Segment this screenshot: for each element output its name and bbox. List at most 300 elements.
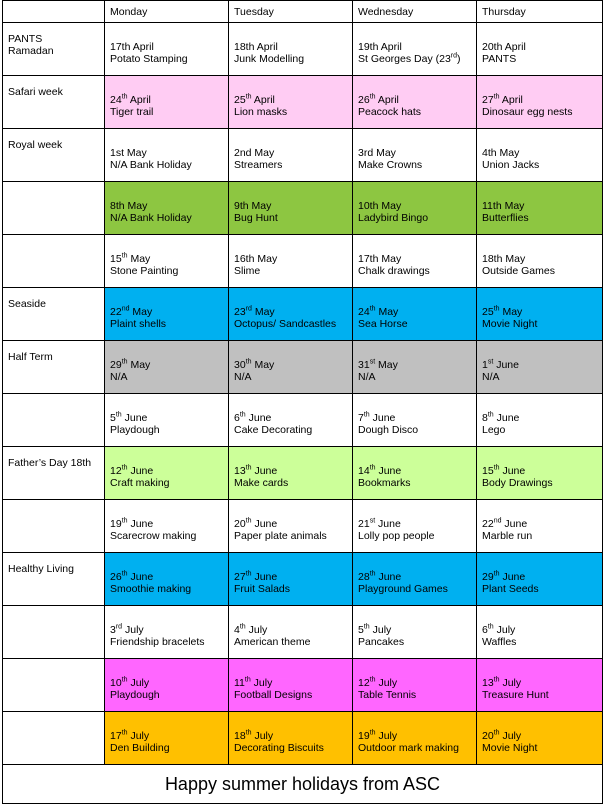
day-cell-wednesday [353,553,477,606]
activity-text: Movie Night [482,742,538,754]
day-cell-monday [105,659,229,712]
date-text: 7 [358,412,364,424]
day-date [234,730,352,742]
date-text: 18th May [482,253,526,265]
day-date [482,624,602,636]
day-date [234,253,352,265]
day-date [110,147,228,159]
activity-text: Smoothie making [110,583,192,595]
day-date [234,518,352,530]
date-text-tail: June [251,518,278,530]
day-activity [482,53,602,65]
header-monday: Monday [105,1,229,23]
activity-text: N/A Bank Holiday [110,159,192,171]
day-activity [482,689,602,701]
day-activity [234,583,352,595]
date-text: 16th May [234,253,278,265]
date-text-tail: June [251,571,278,583]
date-text-tail: April [499,94,523,106]
day-activity [358,265,476,277]
date-text-suffix: th [239,623,246,631]
day-cell-tuesday [229,23,353,76]
date-text-tail: May [375,359,398,371]
day-date [482,200,602,212]
activity-text: PANTS [482,53,517,65]
date-text: 12 [358,677,370,689]
activity-text: Decorating Biscuits [234,742,324,754]
date-text-tail: June [501,518,528,530]
date-text-tail: July [369,624,392,636]
date-text-suffix: th [487,411,494,419]
day-date [110,253,228,265]
day-cell-tuesday [229,341,353,394]
week-theme [3,341,105,394]
date-text-tail: May [251,359,275,371]
day-activity [358,742,476,754]
day-date [358,41,476,53]
date-text-suffix: rd [115,623,123,631]
week-row [3,659,603,712]
week-theme [3,606,105,659]
day-cell-monday [105,23,229,76]
date-text-tail: July [499,730,522,742]
date-text: 17th May [358,253,402,265]
day-activity [482,106,602,118]
day-activity [482,742,602,754]
header-wednesday: Wednesday [353,1,477,23]
theme-line: PANTS [8,33,43,45]
day-activity [234,371,352,383]
day-cell-tuesday [229,606,353,659]
day-cell-wednesday [353,76,477,129]
day-date [110,359,228,371]
day-activity [482,583,602,595]
day-cell-thursday [477,553,603,606]
date-text: 1st May [110,147,147,159]
date-text-tail: July [122,624,144,636]
date-text-suffix: th [121,676,128,684]
activity-text: Dough Disco [358,424,419,436]
date-text: 3rd May [358,147,396,159]
day-activity [358,583,476,595]
day-cell-monday [105,341,229,394]
date-text: 5 [358,624,364,636]
week-theme [3,553,105,606]
date-text: 21 [358,518,370,530]
date-text-tail: July [375,677,398,689]
header-thursday: Thursday [477,1,603,23]
day-activity [110,424,228,436]
day-cell-monday [105,553,229,606]
day-date [482,359,602,371]
day-cell-wednesday [353,394,477,447]
date-text: 3 [110,624,116,636]
day-date [358,253,476,265]
day-date [358,94,476,106]
day-cell-tuesday [229,394,353,447]
activity-text: Stone Painting [110,265,179,277]
day-date [482,41,602,53]
day-date [358,571,476,583]
day-activity [358,53,476,65]
day-activity [358,318,476,330]
day-activity [234,742,352,754]
activity-text-suffix: rd [450,52,458,60]
day-activity [110,689,228,701]
day-cell-monday [105,76,229,129]
date-text-suffix: nd [493,517,502,525]
header-tuesday: Tuesday [229,1,353,23]
date-text-suffix: th [369,305,376,313]
date-text: 20 [482,730,494,742]
day-date [482,730,602,742]
day-activity [110,318,228,330]
date-text-tail: June [375,465,402,477]
date-text-tail: May [127,359,151,371]
date-text-tail: July [499,677,522,689]
activity-text: Sea Horse [358,318,408,330]
date-text-suffix: th [363,411,370,419]
day-cell-thursday [477,500,603,553]
date-text: 27 [234,571,246,583]
activity-text: Union Jacks [482,159,540,171]
activity-text: Playdough [110,424,160,436]
day-cell-thursday [477,288,603,341]
day-cell-monday [105,235,229,288]
day-activity [110,477,228,489]
date-text-tail: July [127,677,150,689]
day-cell-thursday [477,659,603,712]
week-row [3,288,603,341]
date-text-suffix: th [121,729,128,737]
day-cell-wednesday [353,129,477,182]
day-cell-thursday [477,129,603,182]
date-text: 9th May [234,200,272,212]
activity-text: Playdough [110,689,160,701]
date-text-suffix: st [369,358,376,366]
date-text-tail: June [499,571,526,583]
activity-text: Outdoor mark making [358,742,459,754]
date-text-suffix: th [121,517,128,525]
day-activity [110,106,228,118]
day-date [482,412,602,424]
date-text-tail: May [375,306,399,318]
date-text-tail: May [129,306,153,318]
date-text-tail: June [121,412,148,424]
day-cell-thursday [477,23,603,76]
activity-text: Lion masks [234,106,288,118]
activity-text: N/A [482,371,500,383]
activity-text: Pancakes [358,636,405,648]
date-text: 24 [110,94,122,106]
activity-text: Fruit Salads [234,583,291,595]
day-date [482,518,602,530]
week-row [3,553,603,606]
day-date [358,359,476,371]
date-text-suffix: th [493,305,500,313]
date-text-tail: June [127,465,154,477]
day-date [358,412,476,424]
activity-text: Cake Decorating [234,424,313,436]
day-cell-tuesday [229,500,353,553]
day-activity [482,159,602,171]
day-cell-wednesday [353,341,477,394]
day-activity [482,212,602,224]
date-text: 13 [482,677,494,689]
header-row [3,1,603,23]
activity-text: Lego [482,424,506,436]
activity-text-tail: ) [457,53,461,65]
day-activity [234,424,352,436]
date-text-tail: June [369,412,396,424]
activity-text: Waffles [482,636,517,648]
date-text-tail: June [127,518,154,530]
day-activity [358,424,476,436]
week-theme [3,288,105,341]
day-date [234,306,352,318]
day-activity [358,689,476,701]
day-date [358,730,476,742]
activity-text: Movie Night [482,318,538,330]
date-text-suffix: th [369,464,376,472]
day-date [110,465,228,477]
date-text: 25 [482,306,494,318]
day-cell-tuesday [229,129,353,182]
day-date [234,200,352,212]
date-text: 17 [110,730,122,742]
week-theme [3,500,105,553]
day-date [234,412,352,424]
day-activity [234,477,352,489]
theme-line: Royal week [8,139,63,151]
header-theme [3,1,105,23]
date-text-tail: May [499,306,523,318]
day-date [234,147,352,159]
week-row [3,712,603,765]
activity-text: St Georges Day (23 [358,53,451,65]
activity-text: Plant Seeds [482,583,539,595]
week-row [3,606,603,659]
date-text-suffix: th [245,517,252,525]
date-text-suffix: th [369,676,376,684]
theme-line: Ramadan [8,45,54,57]
date-text-tail: June [493,412,520,424]
week-row [3,500,603,553]
day-cell-monday [105,606,229,659]
day-cell-tuesday [229,712,353,765]
day-date [358,518,476,530]
date-text: 6 [482,624,488,636]
day-activity [482,530,602,542]
week-theme [3,235,105,288]
day-activity [110,371,228,383]
day-cell-wednesday [353,23,477,76]
date-text: 28 [358,571,370,583]
date-text: 20 [234,518,246,530]
date-text-suffix: th [239,411,246,419]
day-date [110,41,228,53]
day-activity [110,159,228,171]
date-text-suffix: th [245,93,252,101]
date-text: 14 [358,465,370,477]
day-activity [358,212,476,224]
date-text-suffix: th [493,676,500,684]
date-text: 8 [482,412,488,424]
day-cell-wednesday [353,288,477,341]
day-cell-thursday [477,606,603,659]
day-date [358,147,476,159]
day-date [482,253,602,265]
day-cell-wednesday [353,712,477,765]
date-text: 2nd May [234,147,275,159]
day-date [110,571,228,583]
day-activity [358,159,476,171]
day-date [234,94,352,106]
week-row [3,394,603,447]
date-text-tail: July [251,730,274,742]
date-text: 22 [110,306,122,318]
day-activity [234,265,352,277]
date-text-suffix: st [487,358,494,366]
day-date [234,624,352,636]
week-theme [3,182,105,235]
date-text-tail: July [127,730,150,742]
day-cell-tuesday [229,76,353,129]
date-text: 24 [358,306,370,318]
activity-text: Chalk drawings [358,265,430,277]
day-date [110,624,228,636]
week-theme [3,23,105,76]
day-activity [234,159,352,171]
day-activity [110,53,228,65]
date-text: 19 [358,730,370,742]
day-activity [482,636,602,648]
date-text: 30 [234,359,246,371]
activity-text: Tiger trail [110,106,154,118]
day-date [234,359,352,371]
day-activity [110,530,228,542]
day-date [110,200,228,212]
week-row [3,235,603,288]
date-text: 29 [482,571,494,583]
date-text: 23 [234,306,246,318]
date-text-tail: June [245,412,272,424]
date-text-suffix: th [493,93,500,101]
date-text-tail: May [127,253,151,265]
day-activity [110,742,228,754]
day-date [482,94,602,106]
date-text-suffix: rd [245,305,252,313]
activity-text: Junk Modelling [234,53,305,65]
activity-text: Slime [234,265,261,277]
day-activity [358,636,476,648]
date-text: 6 [234,412,240,424]
day-cell-monday [105,288,229,341]
date-text-suffix: th [244,676,251,684]
date-text: 27 [482,94,494,106]
date-text: 22 [482,518,494,530]
date-text: 11th May [482,200,525,212]
activity-text: Octopus/ Sandcastles [234,318,337,330]
date-text: 29 [110,359,122,371]
date-text-suffix: th [245,570,252,578]
day-date [482,677,602,689]
theme-line: Healthy Living [8,563,74,575]
date-text-tail: June [251,465,278,477]
week-theme [3,394,105,447]
week-row [3,23,603,76]
date-text: 26 [358,94,370,106]
day-cell-thursday [477,341,603,394]
weeks-body [3,23,603,765]
activity-text: Potato Stamping [110,53,188,65]
date-text-tail: July [375,730,398,742]
day-activity [482,318,602,330]
date-text: 1 [482,359,488,371]
date-text: 10th May [358,200,402,212]
date-text-tail: April [251,94,275,106]
date-text: 26 [110,571,122,583]
date-text: 4 [234,624,240,636]
day-cell-monday [105,447,229,500]
week-theme [3,712,105,765]
day-activity [110,583,228,595]
day-cell-tuesday [229,659,353,712]
activity-text: Craft making [110,477,170,489]
date-text-tail: May [251,306,275,318]
date-text-tail: June [499,465,526,477]
day-cell-monday [105,500,229,553]
day-cell-thursday [477,447,603,500]
theme-line: Seaside [8,298,46,310]
day-activity [234,106,352,118]
day-cell-wednesday [353,606,477,659]
day-date [110,677,228,689]
activity-text: Make Crowns [358,159,423,171]
day-date [234,571,352,583]
day-activity [358,477,476,489]
date-text-suffix: th [121,252,128,260]
day-cell-thursday [477,182,603,235]
date-text-suffix: th [493,464,500,472]
day-date [110,412,228,424]
date-text: 8th May [110,200,148,212]
footer-row [3,765,603,804]
date-text-tail: July [493,624,516,636]
date-text-tail: June [375,518,401,530]
day-cell-wednesday [353,182,477,235]
date-text: 17th April [110,41,154,53]
date-text: 15 [110,253,122,265]
day-date [482,465,602,477]
date-text-suffix: th [369,570,376,578]
date-text-suffix: nd [121,305,130,313]
day-date [358,306,476,318]
day-cell-tuesday [229,553,353,606]
date-text-tail: July [250,677,273,689]
activity-text: Lolly pop people [358,530,435,542]
day-date [358,677,476,689]
date-text-tail: July [245,624,268,636]
date-text-tail: June [375,571,402,583]
day-cell-tuesday [229,182,353,235]
date-text: 18 [234,730,246,742]
summer-timetable [2,0,603,804]
activity-text: Bug Hunt [234,212,278,224]
day-date [358,200,476,212]
date-text-tail: April [375,94,399,106]
activity-text: Plaint shells [110,318,167,330]
